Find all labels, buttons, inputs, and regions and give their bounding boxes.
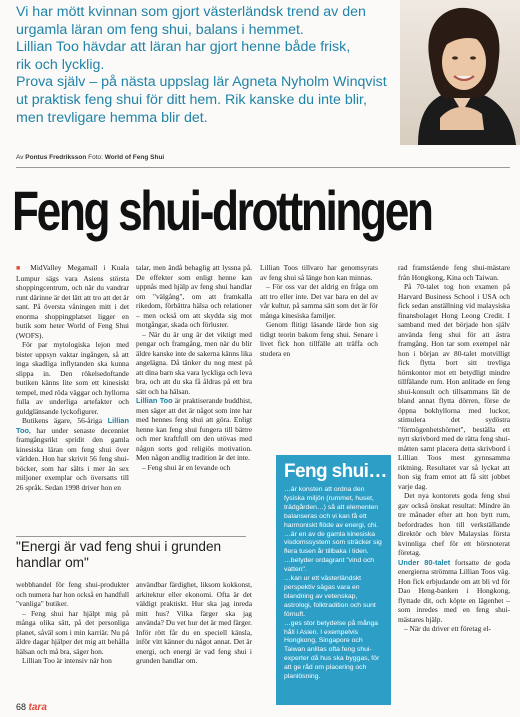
- fact-item: …kan ur ett västerländskt perspektiv sägas vara en blandning av vetenskap, astrologi, folktradition och sunt förnuft.: [284, 575, 376, 618]
- page-footer: [16, 702, 47, 713]
- fact-item: …ges stor betydelse på många håll i Asien. I exempelvis Hongkong, Singapore och Taiwan anlitas ofta feng shui-experter då hus ska byggas, för att ge råd om placering och planlösning.: [284, 619, 380, 681]
- intro-line: Lillian Too hävdar att läran har gjort henne både frisk,: [16, 39, 351, 56]
- intro-line: Prova själv – på nästa uppslag lär Agneta Nyholm Winqvist: [16, 74, 387, 91]
- article-column-2: [136, 263, 252, 472]
- paragraph: För par mytologiska lejon med bister uppsyn vaktar ingången, så att inga skadliga inflytanden ska kunna slippa in. Den rökelsedoftande butiken känns lite som ett kinesiskt tempel, med röda väggar och hyllorna fulla av underliga artefakter och guldglänsande lyckofigurer.: [16, 340, 129, 416]
- article-column-3: [260, 263, 378, 358]
- subheading: Lillian Too: [136, 396, 173, 405]
- paragraph: – Feng shui är en levande och: [142, 462, 231, 472]
- fact-box-title: Feng shui…: [284, 461, 387, 482]
- pull-quote: "Energi är vad feng shui i grunden handlar om": [16, 539, 222, 570]
- intro-line: ut praktisk feng shui för ditt hem. Rik kanske du inte blir,: [16, 91, 367, 108]
- fact-item: …betyder ordagrant "vind och vatten".: [284, 557, 375, 574]
- paragraph: Det nya kontorets goda feng shui gav också önskat resultat: Mindre än tre månader efter att hon bytt rum, befordrades hon till verkställande direktör och blev Malaysias första kvinnliga chef för ett börsnoterat företag.: [398, 491, 510, 557]
- author-name: Pontus Fredriksson: [25, 154, 87, 161]
- paragraph: talar, men ändå behaglig att lyssna på. De effekter som enligt henne kan uppnås med hjälp av feng shui handlar om "välgång", om att framkalla rikedom, förbättra hälsa och relationer – men också om att skydda sig mot motgångar, skada och förluster.: [136, 263, 252, 329]
- fact-box-body: [276, 483, 391, 682]
- paragraph: Lillian Too är intensiv när hon: [22, 656, 112, 665]
- paragraph: Lillian Toos tillvaro har genomsyrats av feng shui så länge hon kan minnas.: [260, 263, 378, 282]
- photographer-name: World of Feng Shui: [104, 154, 165, 161]
- page-title: Feng shui-drottningen: [12, 179, 432, 242]
- paragraph: rad framstående feng shui-mästare från Hongkong, Kina och Taiwan.: [398, 263, 510, 282]
- intro-lead: [16, 4, 396, 127]
- paragraph: – För oss var det aldrig en fråga om att tro eller inte. Det var bara en del av vår kultur, på samma sätt som det är för många kinesiska familjer.: [260, 282, 378, 320]
- divider: [16, 167, 510, 168]
- intro-line: rik och lycklig.: [16, 56, 105, 73]
- subheading: Under 80-talet: [398, 557, 451, 567]
- portrait-photo: [400, 0, 520, 145]
- paragraph: användbar färdighet, liksom kokkonst, arkitektur eller ekonomi. Ofta är det väldigt praktiskt. Hur ska jag inreda mitt hus? Vilka färger ska jag använda? Du vet hur det är med färger. Inför rött får du en speciell känsla, inför vitt känner du något annat. Det är energi, och energi är vad feng shui i grunden handlar om.: [136, 580, 252, 665]
- byline: [16, 154, 164, 161]
- paragraph: Butikens ägare, 56-åriga Lillian Too, har under senaste decenniet framgångsrikt spridit den gamla kinesiska läran om feng shui över världen. Hon har skrivit 56 feng shui-böcker, som har sålts i mer än sex miljoner exemplar och översatts till 26 språk. Sedan 1998 driver hon en: [16, 416, 129, 492]
- fact-item: …är en av de gamla kinesiska visdomssystem som sträcker sig flera tusen år tillbaka i tiden.: [284, 530, 382, 556]
- intro-line: urgamla läran om feng shui, balans i hemmet.: [16, 21, 304, 38]
- quote-rule-top: [16, 536, 246, 537]
- article-column-1-bottom: [16, 580, 129, 666]
- byline-prefix: Av: [16, 154, 24, 161]
- paragraph: ■ MidValley Megamall i Kuala Lumpur sägs vara Asiens största shoppingcentrum, och när du vandrar runt därinne är det lätt att tro att det är sant. På översta våningen mitt i det enorma shoppingplatset ligger en butik som heter World of Feng Shui (WOFS).: [16, 263, 129, 340]
- paragraph: Genom flitigt läsande lärde hon sig tidigt teorin bakom feng shui. Senare i livet fick hon tillfälle att träffa och studera en: [260, 320, 378, 358]
- magazine-name: tara: [28, 702, 47, 713]
- intro-line: men trevligare hemma blir det.: [16, 109, 208, 126]
- paragraph: Under 80-talet fortsatte de goda energierna strömma Lillian Toos väg. Hon fick erbjudande om att bli vd för Dao Heng-banken i Hongkong, flyttade dit, och köpte en lägenhet – som inredes med en feng shui-mästares hjälp.: [398, 557, 510, 624]
- intro-line: Vi har mött kvinnan som gjort västerländsk trend av den: [16, 4, 366, 20]
- fact-item: …är konsten att ordna den fysiska miljön (rummet, huset, trädgården…) så att elementen balanseras och vi kan få ett harmoniskt flöde av energi, chi.: [284, 486, 379, 529]
- article-column-4: [398, 263, 510, 697]
- paragraph: – När du driver ett företag el-: [404, 624, 492, 633]
- paragraph: På 70-talet tog hon examen på Harvard Business School i USA och fick sedan anställning vid malaysiska finansbolaget Hong Leong Credit. I samband med det började hon själv använda feng shui för att ästra framgång. Hon tar som exempel när hon i början av 80-talet motvilligt fick flytta bort sitt trevliga hörnkontor mot ett betydligt mindre tillfälande rum. Hon anlitade en feng shui-konsult och tillsammans lät de bland annat flytta dörren, förse de öppna bokhyllorna med luckor, stimulera det sydöstra "förmögenhetshörnet", beställa ett nytt skrivbord med de rätta feng shui-måtten samt placera detta skrivbord i Lillian Toos mest gynnsamma riktning. Resultatet var så lyckat att hon sig fram emot att få sitt jobbet varje dag.: [398, 282, 510, 491]
- paragraph: Lillian Too är praktiserande buddhist, men säger att det är något som inte har med hennes feng shui att göra. Enligt henne kan feng shui fungera till bättre och mer kraftfull om den utövas med någon sorts god religiös motivation. Men någon andlig tradition är det inte.: [136, 396, 252, 462]
- photo-prefix: Foto:: [88, 154, 103, 161]
- article-column-1: [16, 263, 129, 492]
- paragraph: – När du är ung är det viktigt med pengar och framgång, men när du blir äldre kanske inte de sakerna känns lika angelägna. Då tänker du nog mest på att dina barn ska vara lyckliga och leva bra, och att du ska få åldras på ett bra sätt och ha hälsan.: [136, 329, 252, 396]
- page-number: 68: [16, 702, 27, 712]
- fact-box: [276, 455, 391, 705]
- article-column-2-bottom: [136, 580, 252, 666]
- paragraph: webbhandel för feng shui-produkter och numera har hon också en handfull "vanliga" butiker.: [16, 580, 129, 608]
- paragraph: – Feng shui har hjälpt mig på många olika sätt, på det personliga planet, såväl som i min karriär. Nu på äldre dagar hjälper det mig att behålla hälsan och må bra, säger hon.: [16, 608, 129, 656]
- bullet-square-icon: ■: [16, 264, 25, 272]
